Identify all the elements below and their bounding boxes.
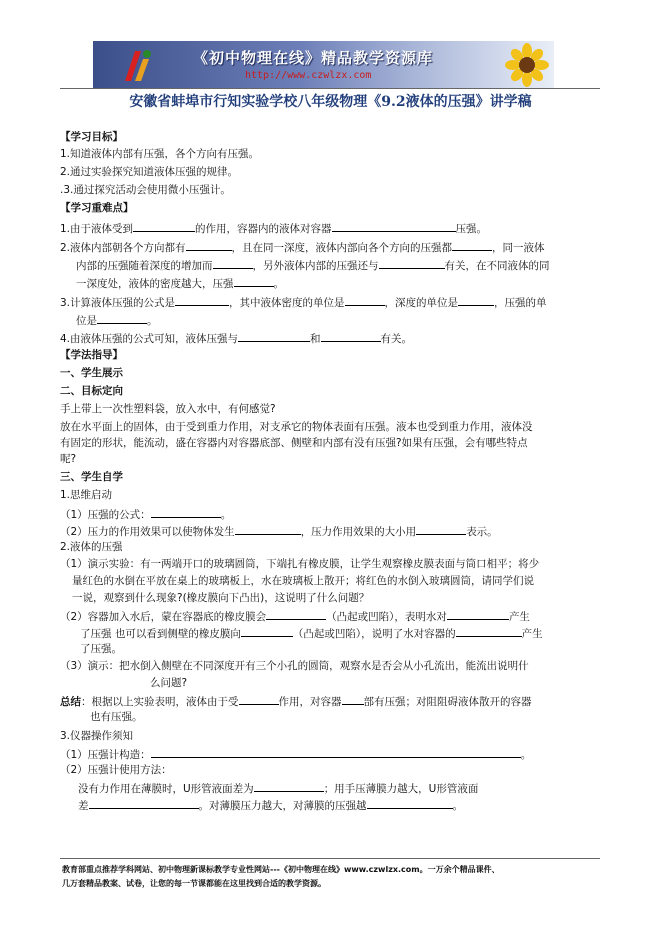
header-rule: [60, 88, 600, 89]
pressure-effect-question: （2）压力的作用效果可以使物体发生 ，压力作用效果的大小用 表示。: [60, 523, 498, 540]
gauge-usage-heading: （2）压强计使用方法：: [60, 764, 172, 776]
demo-1-line-1: （1）演示实验：有一两端开口的玻璃圆筒，下端扎有橡皮膜，让学生观察橡皮膜表面与筒口相平；将少: [60, 558, 540, 570]
summary-line-2: 也有压强。: [90, 711, 143, 723]
demo-1-line-2: 量红色的水倒在平放在桌上的玻璃板上，水在玻璃板上散开；将红色的水倒入玻璃圆筒，请同学们说: [72, 575, 534, 587]
liquid-pressure-heading: 2.液体的压强: [60, 541, 123, 553]
demo-2-line-2: 了压强 也可以看到侧壁的橡皮膜向 （凸起或凹陷），说明了水对容器的 产生: [80, 625, 543, 642]
gauge-usage-line-1: 没有力作用在薄膜时，U形管液面差为 ；用手压薄膜力越大，U形管液面: [78, 780, 478, 797]
document-title: 安徽省蚌埠市行知实验学校八年级物理《9.2液体的压强》讲学稿: [129, 94, 532, 110]
goal-3: .3.通过探究活动会使用微小压强计。: [60, 184, 231, 196]
paragraph-gravity-line-3: 呢?: [60, 453, 77, 465]
paragraph-plastic-bag: 手上带上一次性塑料袋，放入水中，有何感觉?: [60, 403, 276, 415]
header-banner: [93, 41, 554, 89]
key-point-2-line-1: 2.液体内部朝各个方向都有 ，且在同一深度，液体内部向各个方向的压强都 ，同一液体: [60, 239, 545, 256]
goal-1: 1.知道液体内部有压强，各个方向有压强。: [60, 148, 260, 160]
banner-url: http://www.czwlzx.com: [245, 70, 372, 81]
key-point-2-line-3: 一深度处，液体的密度越大，压强 。: [76, 275, 284, 292]
goal-2: 2.通过实验探究知道液体压强的规律。: [60, 166, 239, 178]
footer-line-1: 教育部重点推荐学科网站、初中物理新课标教学专业性网站---《初中物理在线》www.czwlzx.com。一万余个精品课件、: [62, 865, 500, 874]
section-student-showcase: 一、学生展示: [60, 367, 123, 379]
thinking-start: 1.思维启动: [60, 489, 113, 501]
banner-title: 《初中物理在线》精品教学资源库: [193, 49, 434, 67]
demo-3-line-2: 么问题?: [150, 677, 188, 689]
demo-2-line-3: 了压强。: [80, 643, 122, 655]
site-logo-icon: [121, 47, 155, 83]
key-point-1: 1.由于液体受到 的作用，容器内的液体对容器 压强。: [60, 220, 487, 237]
footer-rule: [60, 858, 600, 859]
sunflower-icon: [504, 43, 550, 87]
key-points-heading: 【学习重难点】: [60, 202, 134, 214]
demo-1-line-3: 一说，观察到什么现象?(橡皮膜向下凸出)，这说明了什么问题？: [72, 592, 370, 604]
key-point-3-line-1: 3.计算液体压强的公式是 ，其中液体密度的单位是 ，深度的单位是 ，压强的单: [60, 294, 547, 311]
section-goal-orientation: 二、目标定向: [60, 385, 123, 397]
paragraph-gravity-line-2: 有固定的形状，能流动，盛在容器内对容器底部、侧壁和内部有没有压强?如果有压强，会有哪些特点: [60, 437, 528, 449]
demo-3-line-1: （3）演示：把水倒入侧壁在不同深度开有三个小孔的圆筒，观察水是否会从小孔流出，能流出说明什: [60, 660, 529, 672]
footer-line-2: 几万套精品教案、试卷，让您的每一节课都能在这里找到合适的教学资源。: [62, 879, 326, 888]
demo-2-line-1: （2）容器加入水后，蒙在容器底的橡皮膜会 （凸起或凹陷），表明水对 产生: [60, 608, 530, 625]
goals-heading: 【学习目标】: [60, 131, 123, 143]
method-heading: 【学法指导】: [60, 349, 123, 361]
summary-line-1: 总结：根据以上实验表明，液体由于受 作用，对容器 部有压强；对阻阻碍液体散开的容器: [60, 693, 532, 710]
section-self-study: 三、学生自学: [60, 471, 123, 483]
instrument-notes-heading: 3.仪器操作须知: [60, 730, 134, 742]
gauge-usage-line-2: 差 。对薄膜压力越大，对薄膜的压强越 。: [78, 797, 463, 814]
gauge-structure-question: （1）压强计构造： 。: [60, 746, 531, 763]
pressure-formula-question: （1）压强的公式： 。: [60, 506, 231, 523]
paragraph-gravity-line-1: 放在水平面上的固体，由于受到重力作用，对支承它的物体表面有压强。液本也受到重力作用，液体没: [60, 421, 533, 433]
key-point-2-line-2: 内部的压强随着深度的增加而 ，另外液体内部的压强还与 有关，在不同液体的同: [76, 257, 550, 274]
key-point-3-line-2: 位是 。: [76, 312, 158, 329]
key-point-4: 4.由液体压强的公式可知，液体压强与 和 有关。: [60, 330, 412, 347]
